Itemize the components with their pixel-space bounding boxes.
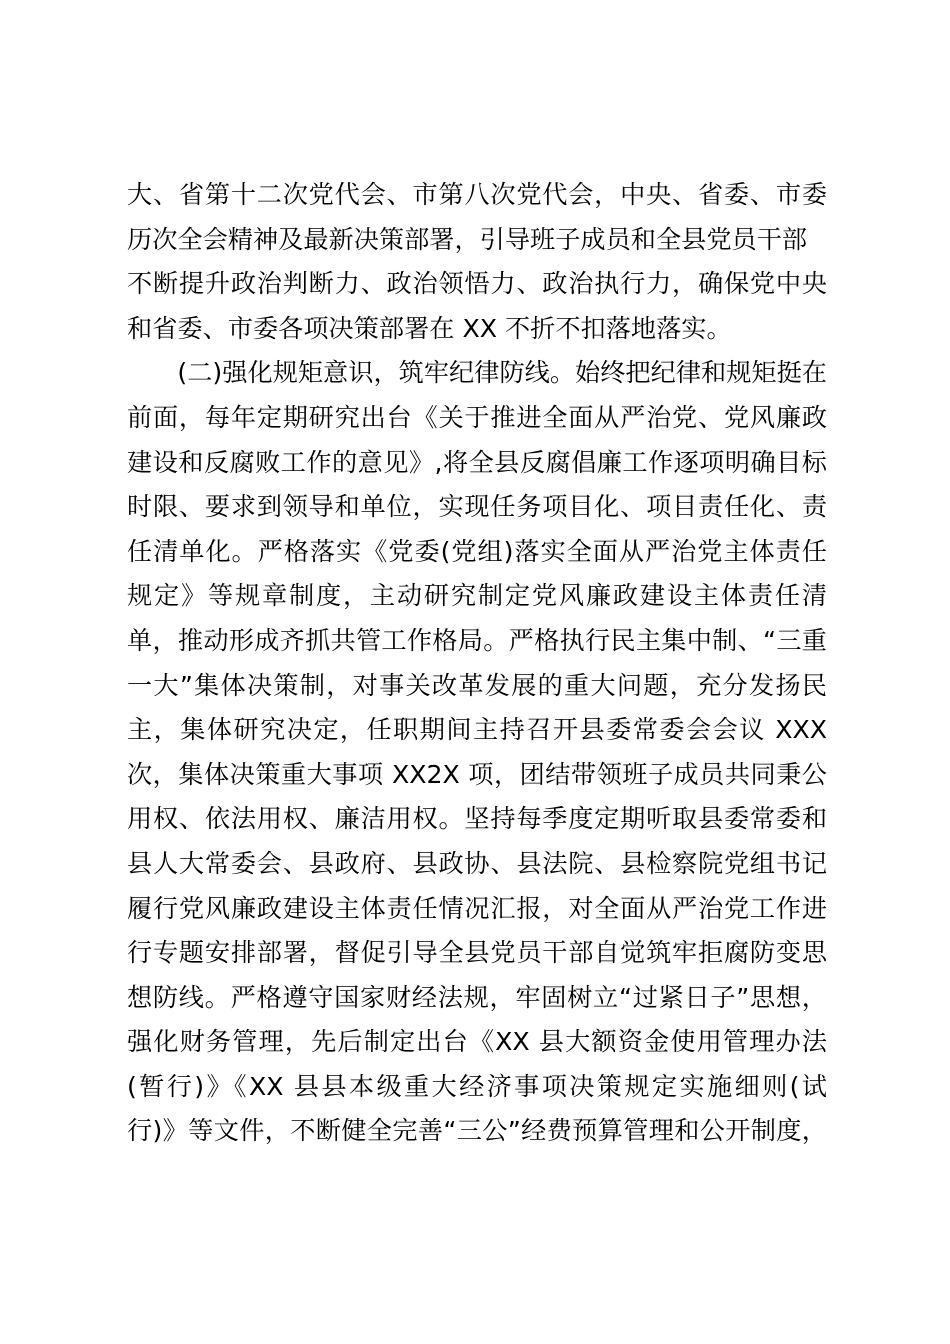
text-line-13: 主，集体研究决定，任职期间主持召开县委常委会会议 XXX (127, 715, 827, 745)
text-line-7: 建设和反腐败工作的意见》,将全县反腐倡廉工作逐项明确目标 (127, 447, 827, 477)
text-line-15: 用权、依法用权、廉洁用权。坚持每季度定期听取县委常委和 (127, 804, 827, 834)
text-line-2: 历次全会精神及最新决策部署，引导班子成员和全县党员干部 (127, 224, 808, 254)
body-text (127, 173, 827, 1154)
text-line-4: 和省委、市委各项决策部署在 XX 不折不扣落地落实。 (127, 313, 732, 343)
text-line-3: 不断提升政治判断力、政治领悟力、政治执行力，确保党中央 (127, 269, 827, 299)
text-line-8: 时限、要求到领导和单位，实现任务项目化、项目责任化、责 (127, 492, 827, 522)
text-line-11: 单，推动形成齐抓共管工作格局。严格执行民主集中制、“三重 (127, 625, 827, 655)
text-line-16: 县人大常委会、县政府、县政协、县法院、县检察院党组书记 (127, 848, 827, 878)
text-line-12: 一大”集体决策制，对事关改革发展的重大问题，充分发扬民 (127, 670, 827, 700)
text-line-17: 履行党风廉政建设主体责任情况汇报，对全面从严治党工作进 (127, 893, 827, 923)
text-line-9: 任清单化。严格落实《党委(党组)落实全面从严治党主体责任 (127, 536, 827, 566)
text-line-10: 规定》等规章制度，主动研究制定党风廉政建设主体责任清 (127, 581, 827, 611)
text-line-21: (暂行)》《XX 县县本级重大经济事项决策规定实施细则(试 (127, 1071, 827, 1101)
text-line-22: 行)》等文件，不断健全完善“三公”经费预算管理和公开制度， (127, 1116, 827, 1146)
text-line-19: 想防线。严格遵守国家财经法规，牢固树立“过紧日子”思想， (127, 982, 827, 1012)
text-line-1: 大、省第十二次党代会、市第八次党代会，中央、省委、市委 (127, 180, 827, 209)
text-line-6: 前面，每年定期研究出台《关于推进全面从严治党、党风廉政 (127, 402, 827, 432)
text-line-5: (二)强化规矩意识，筑牢纪律防线。始终把纪律和规矩挺在 (127, 358, 827, 388)
text-line-18: 行专题安排部署，督促引导全县党员干部自觉筑牢拒腐防变思 (127, 938, 827, 968)
text-line-14: 次，集体决策重大事项 XX2X 项，团结带领班子成员共同秉公 (127, 759, 827, 789)
text-line-20: 强化财务管理，先后制定出台《XX 县大额资金使用管理办法 (127, 1027, 827, 1057)
